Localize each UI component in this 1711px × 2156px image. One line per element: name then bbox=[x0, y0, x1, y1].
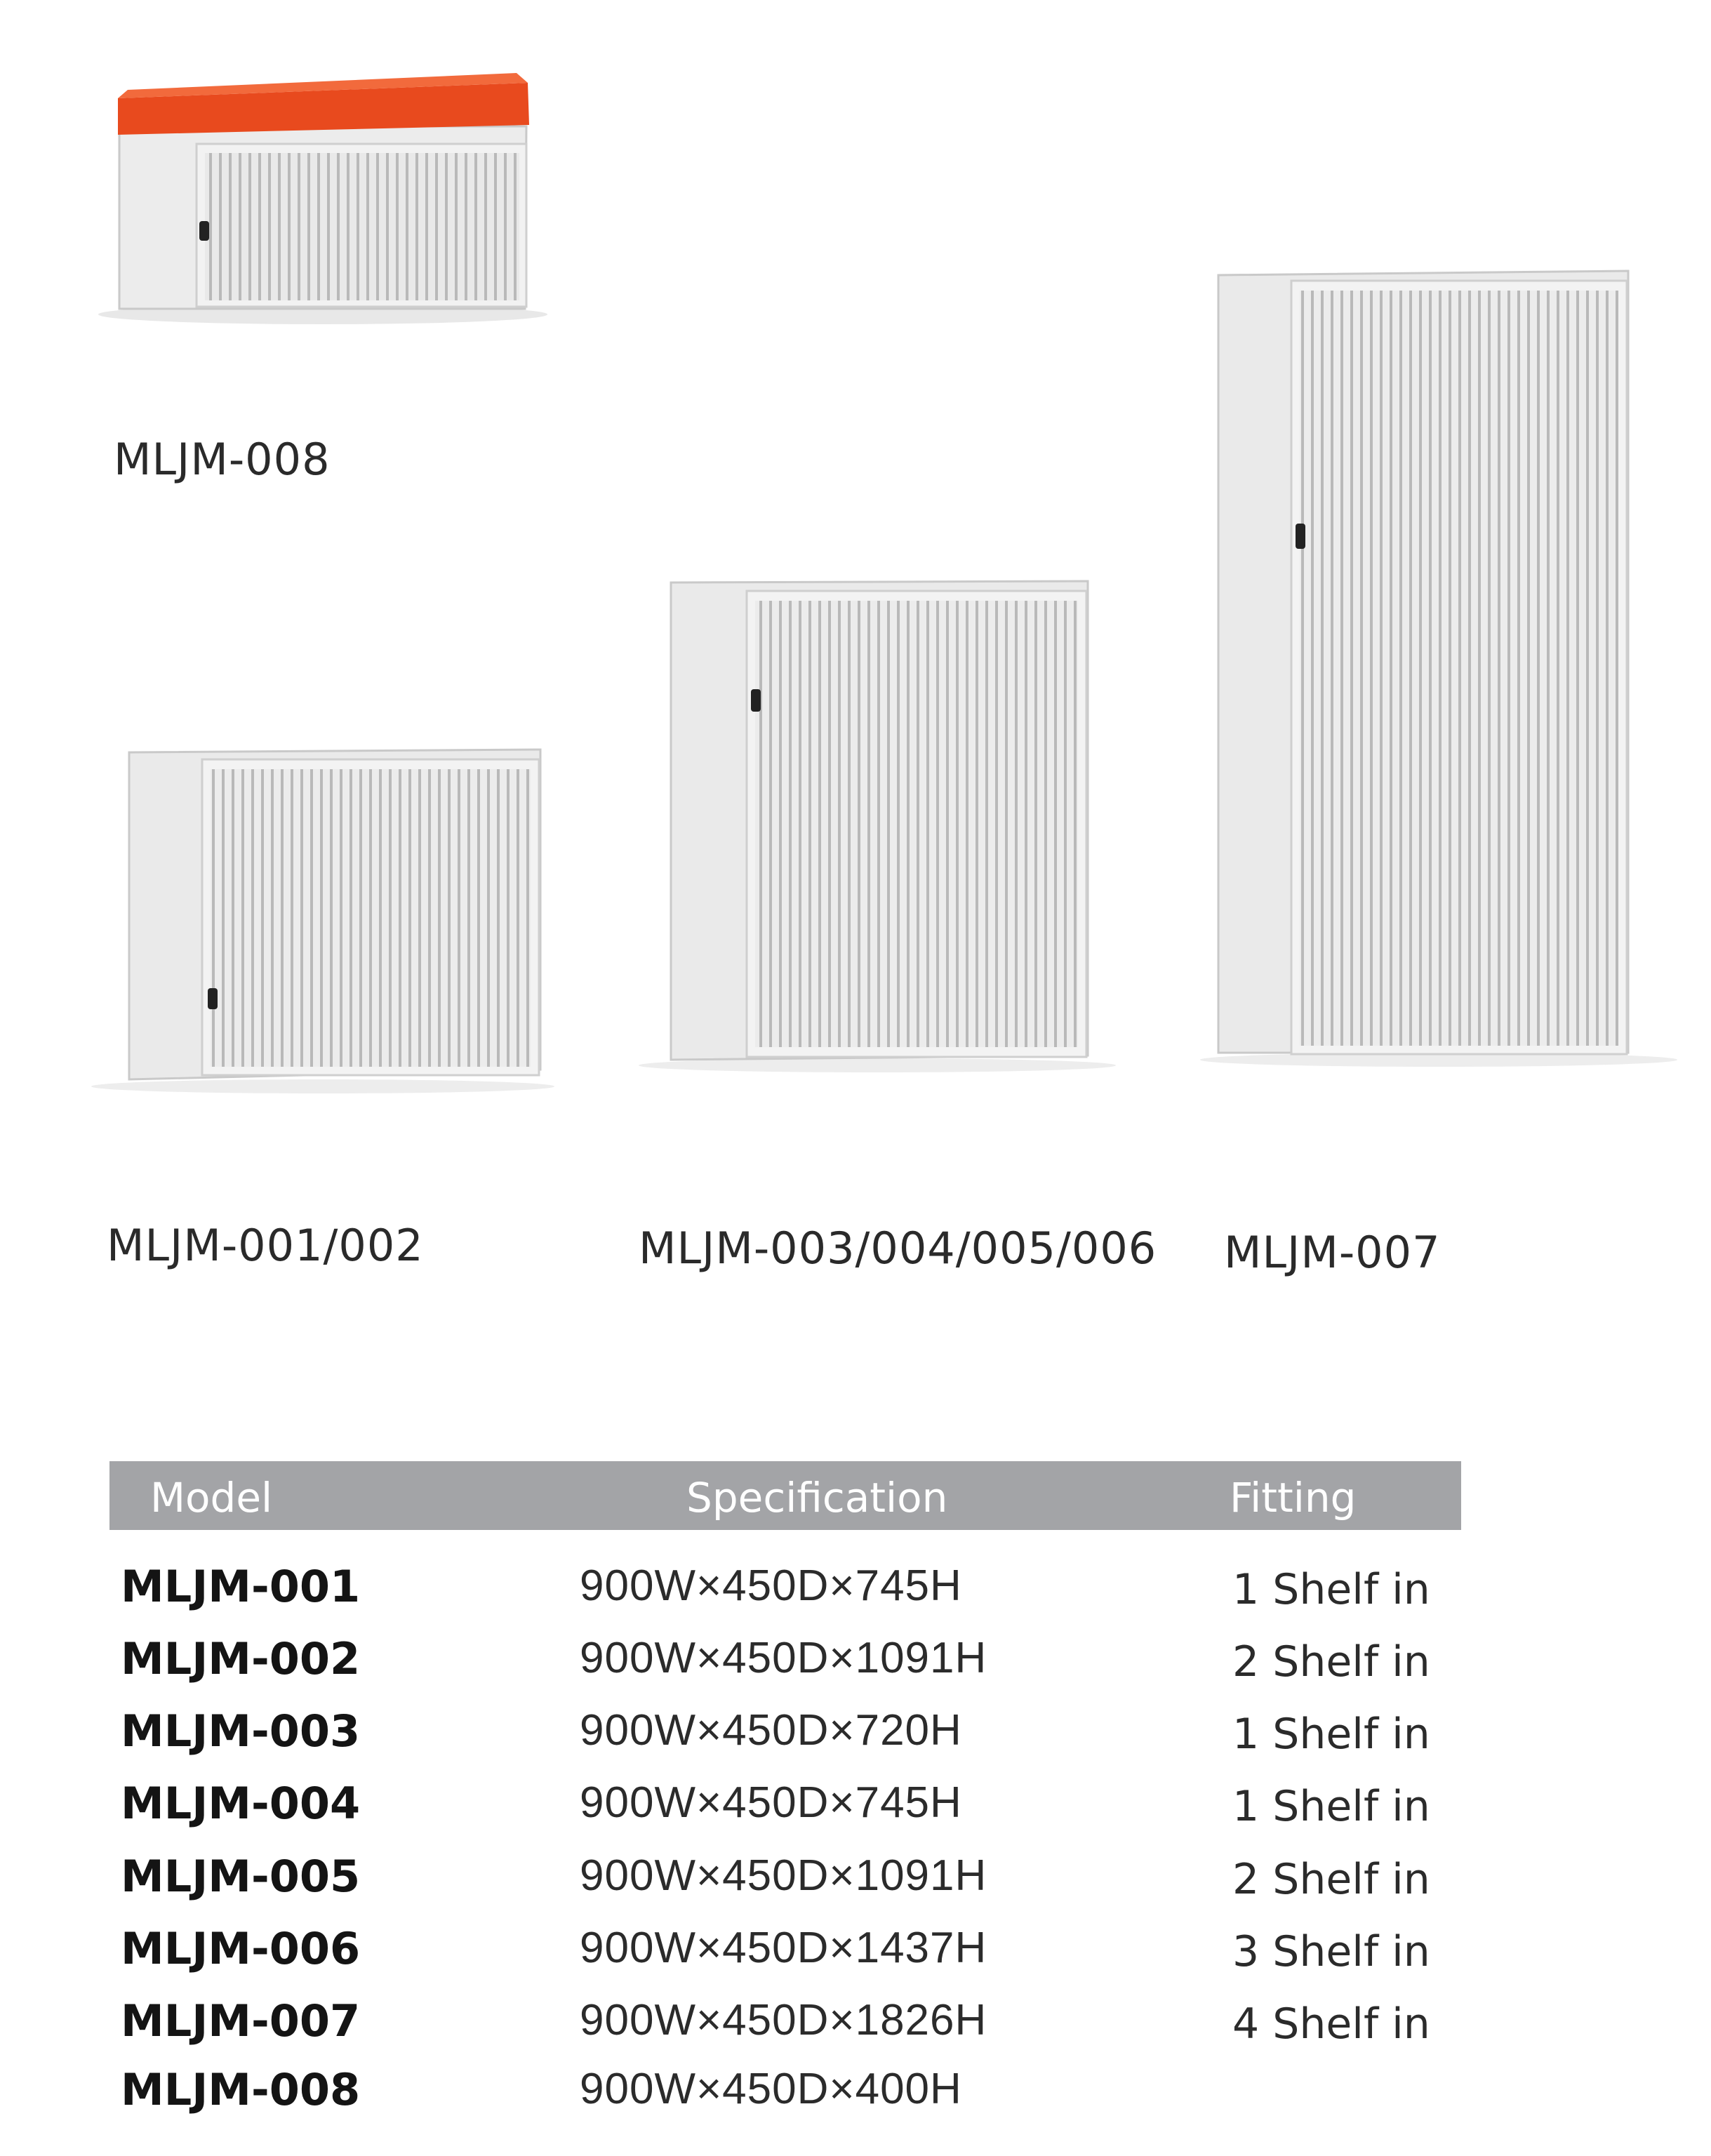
header-model: Model bbox=[150, 1474, 273, 1522]
product-image-mljm-003-006 bbox=[632, 575, 1123, 1081]
row-fitting: 4 Shelf in bbox=[1232, 1999, 1430, 2049]
row-model: MLJM-002 bbox=[121, 1633, 361, 1684]
row-fitting: 1 Shelf in bbox=[1232, 1565, 1430, 1614]
row-spec: 900W×450D×1437H bbox=[580, 1924, 987, 1972]
row-spec: 900W×450D×1091H bbox=[580, 1634, 987, 1682]
table-row bbox=[0, 1995, 1711, 2063]
table-row bbox=[0, 1923, 1711, 1990]
product-image-mljm-007 bbox=[1193, 260, 1684, 1074]
product-caption-mljm-003-006: MLJM-003/004/005/006 bbox=[639, 1223, 1157, 1274]
table-row bbox=[0, 1705, 1711, 1773]
row-fitting: 1 Shelf in bbox=[1232, 1782, 1430, 1831]
row-fitting: 1 Shelf in bbox=[1232, 1710, 1430, 1759]
product-caption-mljm-001-002: MLJM-001/002 bbox=[107, 1220, 424, 1271]
row-spec: 900W×450D×745H bbox=[580, 1778, 962, 1827]
product-image-mljm-001-002 bbox=[84, 744, 561, 1095]
row-spec: 900W×450D×400H bbox=[580, 2065, 962, 2113]
product-caption-mljm-008: MLJM-008 bbox=[114, 434, 331, 485]
row-spec: 900W×450D×745H bbox=[580, 1562, 962, 1610]
spec-table-header bbox=[109, 1461, 1461, 1530]
table-row bbox=[0, 1561, 1711, 1628]
product-caption-mljm-007: MLJM-007 bbox=[1224, 1227, 1441, 1278]
row-fitting: 2 Shelf in bbox=[1232, 1855, 1430, 1904]
row-model: MLJM-007 bbox=[121, 1995, 361, 2047]
row-model: MLJM-006 bbox=[121, 1923, 361, 1974]
row-spec: 900W×450D×1826H bbox=[580, 1996, 987, 2044]
table-row bbox=[0, 1851, 1711, 1918]
row-spec: 900W×450D×1091H bbox=[580, 1851, 987, 1900]
header-fitting: Fitting bbox=[1230, 1474, 1357, 1522]
header-specification: Specification bbox=[686, 1474, 948, 1522]
row-model: MLJM-003 bbox=[121, 1705, 361, 1757]
row-model: MLJM-005 bbox=[121, 1851, 361, 1902]
table-row bbox=[0, 1778, 1711, 1845]
row-model: MLJM-004 bbox=[121, 1778, 361, 1829]
product-image-mljm-008 bbox=[91, 70, 554, 337]
row-fitting: 3 Shelf in bbox=[1232, 1927, 1430, 1976]
row-spec: 900W×450D×720H bbox=[580, 1706, 962, 1755]
row-model: MLJM-008 bbox=[121, 2064, 361, 2115]
table-row bbox=[0, 1633, 1711, 1701]
row-model: MLJM-001 bbox=[121, 1561, 361, 1612]
row-fitting: 2 Shelf in bbox=[1232, 1637, 1430, 1686]
table-row bbox=[0, 2064, 1711, 2131]
